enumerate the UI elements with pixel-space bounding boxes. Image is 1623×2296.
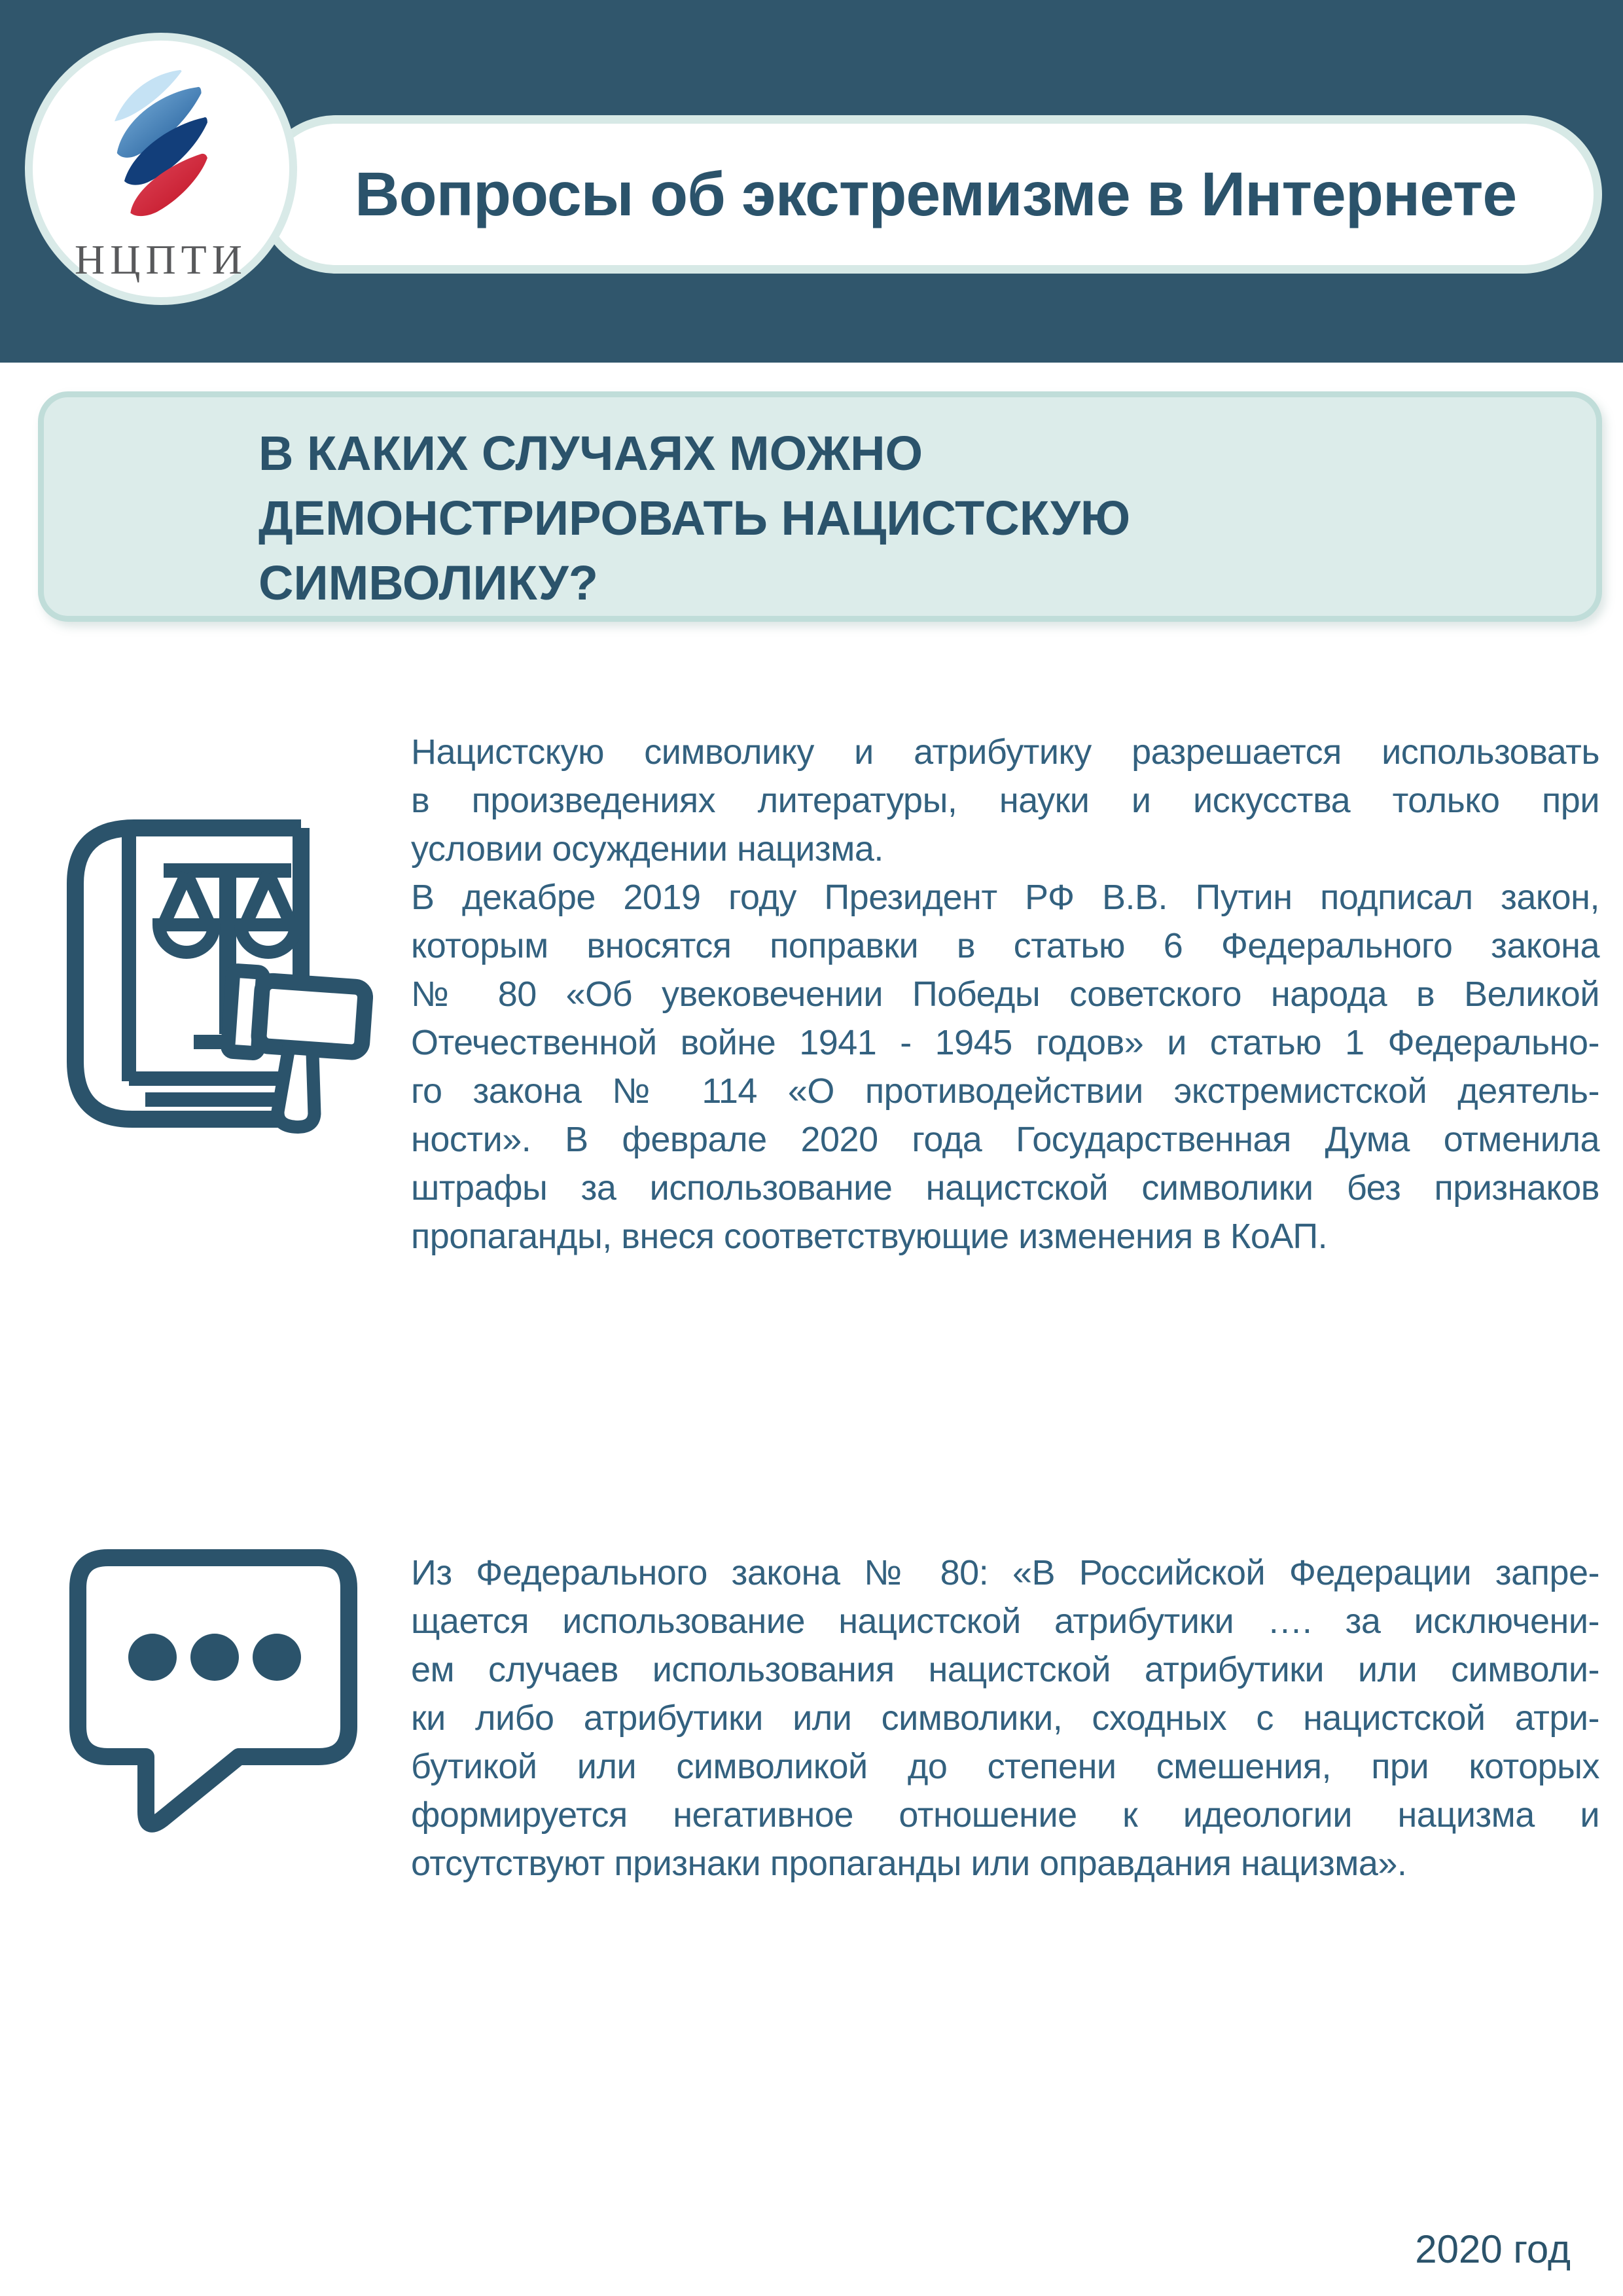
text-line: условии осуждении нацизма. (411, 829, 883, 869)
text-line: Нацистскую символику и атрибутику разрешается использовать (411, 732, 1599, 772)
text-line: ем случаев использования нацистской атрибутики или символи- (411, 1650, 1599, 1689)
text-line: щается использование нацистской атрибутики …. за исключени- (411, 1602, 1599, 1641)
text-line: которым вносятся поправки в статью 6 Федерального закона (411, 926, 1599, 965)
question-box (38, 391, 1602, 622)
text-line: штрафы за использование нацистской символики без признаков (411, 1168, 1599, 1208)
page-title: Вопросы об экстремизме в Интернете (355, 160, 1517, 229)
text-line: ки либо атрибутики или символики, сходных с нацистской атри- (411, 1698, 1599, 1738)
text-line: Отечественной войне 1941 - 1945 годов» и статью 1 Федерально- (411, 1023, 1599, 1062)
year-label: 2020 год (1415, 2227, 1571, 2271)
text-line: ности». В феврале 2020 года Государственная Дума отменила (411, 1120, 1599, 1159)
text-line: в произведениях литературы, науки и искусства только при (411, 781, 1599, 820)
law-book-gavel-icon (65, 818, 373, 1145)
paragraph-law-changes (411, 728, 1599, 1261)
text-line: Из Федерального закона № 80: «В Российской Федерации запре- (411, 1553, 1599, 1592)
text-line: формируется негативное отношение к идеологии нацизма и (411, 1795, 1599, 1835)
text-line: № 80 «Об увековечении Победы советского народа в Великой (411, 975, 1599, 1014)
ncpti-logo-text: НЦПТИ (75, 236, 247, 283)
text-line: пропаганды, внеся соответствующие изменения в КоАП. (411, 1217, 1328, 1256)
text-line: отсутствуют признаки пропаганды или оправдания нацизма». (411, 1844, 1407, 1883)
question-title-line: СИМВОЛИКУ? (259, 556, 598, 610)
paragraph-federal-law-quote (411, 1549, 1599, 1888)
text-line: бутикой или символикой до степени смешения, при которых (411, 1747, 1599, 1786)
text-line: В декабре 2019 году Президент РФ В.В. Путин подписал закон, (411, 878, 1599, 917)
text-line: го закона № 114 «О противодействии экстремистской деятель- (411, 1071, 1599, 1111)
question-title-line: В КАКИХ СЛУЧАЯХ МОЖНО (259, 426, 923, 480)
title-banner (257, 115, 1602, 274)
question-title (259, 421, 1130, 615)
ncpti-logo-badge (25, 33, 297, 305)
speech-bubble-icon (69, 1549, 370, 1850)
question-title-line: ДЕМОНСТРИРОВАТЬ НАЦИСТСКУЮ (259, 491, 1131, 545)
ncpti-swirl-icon (88, 60, 242, 243)
header-band (0, 0, 1623, 363)
